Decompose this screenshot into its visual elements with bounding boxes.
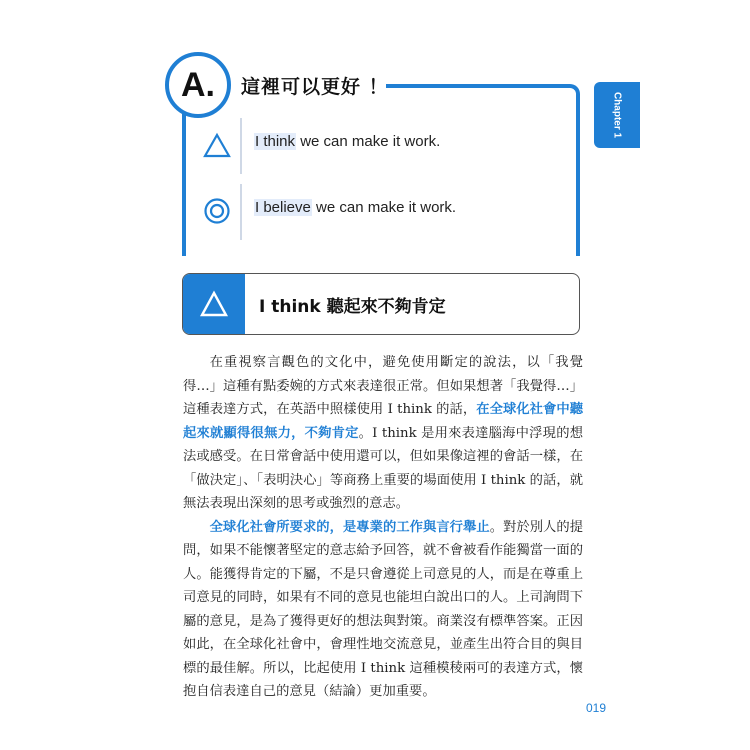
paragraph-1 — [183, 351, 583, 516]
heading-icon-panel — [183, 274, 245, 334]
triangle-icon — [202, 130, 232, 160]
heading-title: I think 聽起來不夠肯定 — [259, 297, 446, 317]
triangle-icon — [199, 290, 229, 318]
chapter-tab — [594, 82, 640, 148]
emphasis: 全球化社會所要求的，是專業的工作與言行舉止 — [209, 519, 490, 535]
row-divider — [240, 118, 242, 174]
row-divider — [240, 184, 242, 240]
sentence-rest: we can make it work. — [311, 199, 457, 216]
section-title: 這裡可以更好 ！ — [241, 76, 389, 98]
text: 。對於別人的提問，如果不能懷著堅定的意志給予回答，就不會被看作能獨當一面的人。能獲得肯定的下屬，不是只會遵從上司意見的人，而是在尊重上司意見的同時，如果有不同的意見也能坦白說出口的人。上司詢問下屬的意見，是為了獲得更好的想法與對策。商業沒有標準答案。正因如此，在全球化社會中，會理性地交流意見，並產生出符合目的與目標的最佳解。所以，比起使用 I think 這種模稜兩可的表達方式，懷抱自信表達自己的意見（結論）更加重要。 — [183, 519, 584, 699]
text: 。I think 是用來表達腦海中浮現的想法或感受。在日常會話中使用還可以，但如果像這裡的會話一樣，在「做決定」、「表明決心」等商務上重要的場面使用 I think 的話，就無法表現出深刻的思考或強烈的意志。 — [183, 425, 583, 511]
body-text — [183, 351, 583, 704]
sentence-rest: we can make it work. — [296, 133, 441, 150]
section-badge: A. — [165, 52, 231, 118]
double-circle-icon — [202, 196, 232, 226]
example-sentence-1 — [254, 133, 440, 150]
highlight-phrase: I believe — [255, 199, 311, 216]
page-number: 019 — [586, 701, 607, 715]
chapter-label: Chapter 1 — [611, 91, 623, 139]
text: 在重視察言觀色的文化中，避免使用斷定的說法，以「我覺得…」這種有點委婉的方式來表達很正常。但如果想著「我覺得…」這種表達方式，在英語中照樣使用 I think 的話， — [183, 355, 583, 417]
highlight-phrase: I think — [255, 133, 296, 150]
example-sentence-2 — [254, 199, 456, 216]
paragraph-2 — [183, 516, 583, 704]
heading-box — [182, 273, 580, 335]
emphasis: 在全球化社會中聽起來就顯得很無力，不夠肯定 — [183, 402, 583, 441]
